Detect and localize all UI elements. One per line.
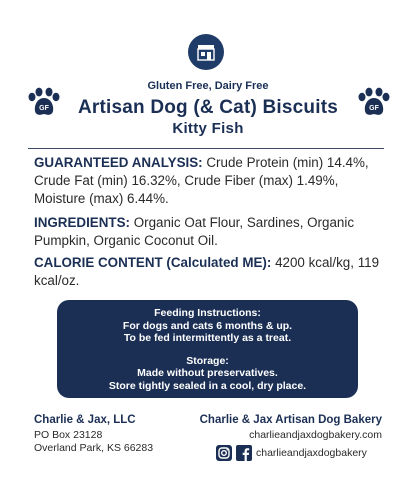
social-handle[interactable]: charlieandjaxdogbakery bbox=[256, 447, 367, 459]
bakery-logo-icon bbox=[188, 34, 224, 70]
product-title: Artisan Dog (& Cat) Biscuits bbox=[77, 97, 338, 118]
storage-line: Store tightly sealed in a cool, dry place. bbox=[108, 379, 307, 392]
calorie-content bbox=[34, 254, 386, 290]
social-links bbox=[216, 445, 367, 461]
paw-badge-text: GF bbox=[39, 105, 49, 112]
storage-heading: Storage: bbox=[186, 354, 229, 367]
ingredients-label: INGREDIENTS: bbox=[34, 215, 130, 230]
company-city: Overland Park, KS 66283 bbox=[34, 442, 154, 454]
paw-badge-text: GF bbox=[369, 105, 379, 112]
bakery-info bbox=[200, 414, 382, 442]
feeding-line: To be fed intermittently as a treat. bbox=[123, 332, 292, 344]
facebook-icon[interactable] bbox=[236, 445, 252, 461]
product-flavor: Kitty Fish bbox=[172, 120, 244, 137]
feeding-heading: Feeding Instructions: bbox=[154, 307, 261, 319]
feeding-line: For dogs and cats 6 months & up. bbox=[122, 319, 293, 332]
storage-line: Made without preservatives. bbox=[137, 367, 278, 379]
analysis-label: GUARANTEED ANALYSIS: bbox=[34, 155, 203, 170]
divider bbox=[28, 148, 384, 149]
ingredients bbox=[34, 214, 386, 250]
bakery-name: Charlie & Jax Artisan Dog Bakery bbox=[199, 414, 382, 426]
company-address: PO Box 23128 bbox=[34, 429, 103, 441]
analysis-text: Crude Protein (min) 14.4%, Crude Fat (min) 16.32%, Crude Fiber (max) 1.49%, Moisture (max) 6.44%. bbox=[34, 155, 369, 206]
paw-icon bbox=[357, 87, 391, 117]
ingredients-text: Organic Oat Flour, Sardines, Organic Pumpkin, Organic Coconut Oil. bbox=[34, 215, 355, 248]
guaranteed-analysis bbox=[34, 154, 386, 208]
instagram-icon[interactable] bbox=[216, 445, 232, 461]
company-info bbox=[34, 414, 153, 455]
calories-label: CALORIE CONTENT (Calculated ME): bbox=[34, 255, 272, 270]
calories-text: 4200 kcal/kg, 119 kcal/oz. bbox=[34, 255, 380, 288]
bakery-website[interactable]: charlieandjaxdogbakery.com bbox=[249, 429, 382, 441]
feeding-storage-box bbox=[57, 300, 358, 398]
tagline: Gluten Free, Dairy Free bbox=[147, 80, 269, 92]
company-name: Charlie & Jax, LLC bbox=[34, 414, 136, 426]
